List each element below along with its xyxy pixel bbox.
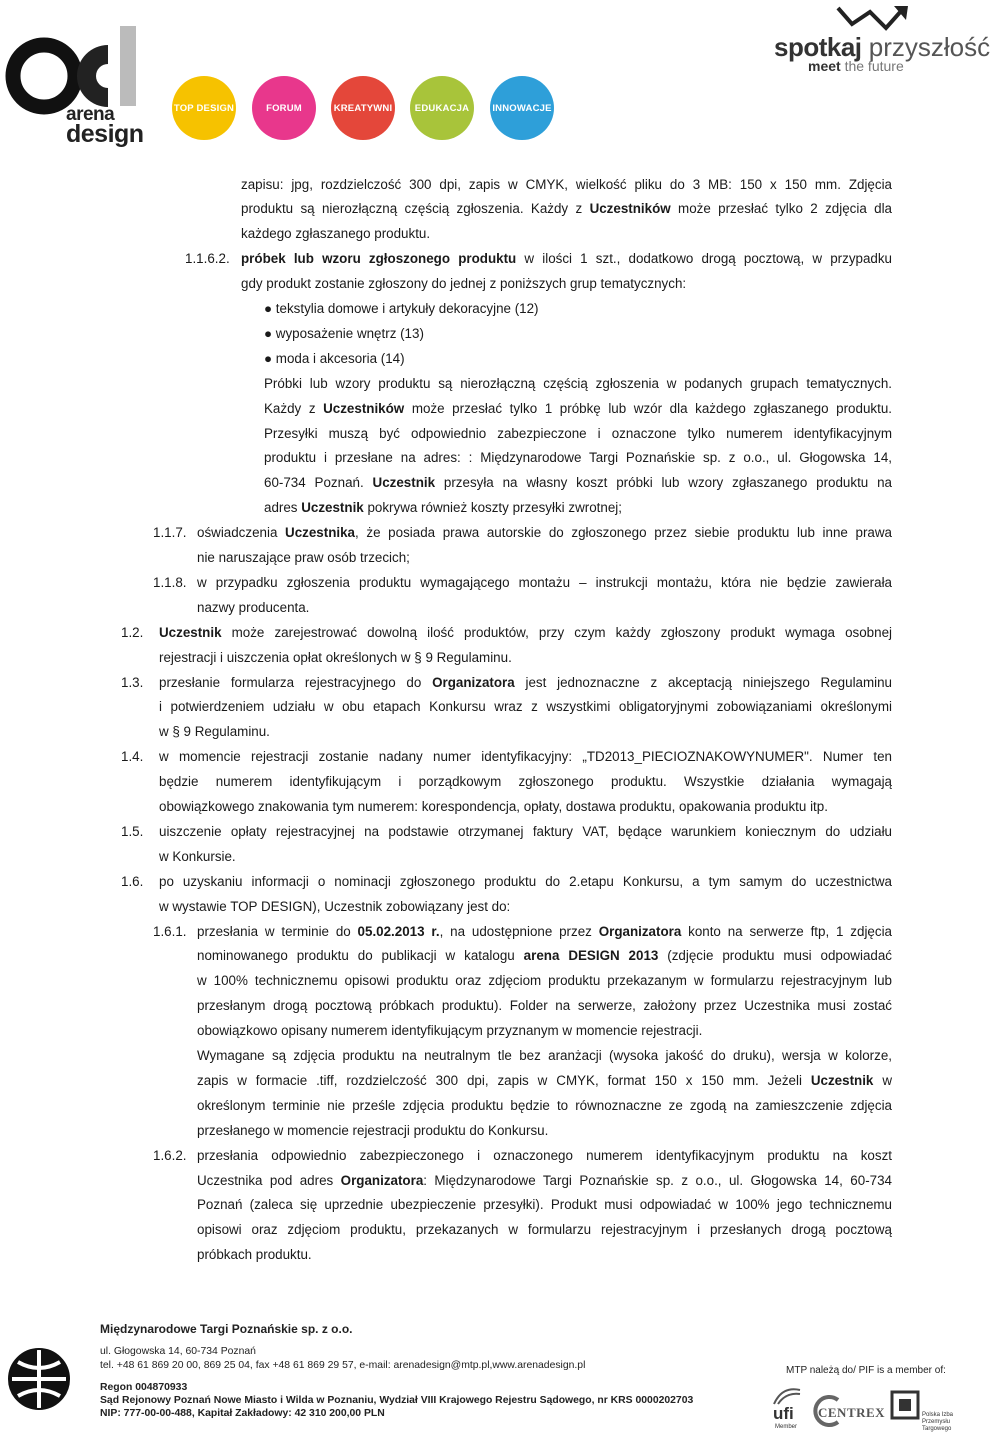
bold-term: Uczestnik xyxy=(301,500,364,516)
item-1-6-1-line xyxy=(197,944,892,969)
text-segment: : Międzynarodowe Targi Poznańskie sp. z o.o., ul. Głogowska 14, 60-734 xyxy=(423,1172,892,1188)
mtp-globe-logo xyxy=(6,1346,72,1412)
para-zdjecia-line: zapisu: jpg, rozdzielczość 300 dpi, zapis w CMYK, wielkość pliku do 3 MB: 150 x 150 mm. Zdjęcia xyxy=(241,176,892,192)
slogan-przyszlosc: przyszłość xyxy=(868,32,990,62)
ufi-logo-text: ufi xyxy=(773,1404,794,1423)
text-segment: może przesłać tylko 2 zdjęcia dla xyxy=(670,201,893,217)
ufi-swirl-icon xyxy=(772,1386,802,1406)
logo-word-design: design xyxy=(66,120,144,148)
text-segment: konto na serwerze ftp, 1 zdjęcia xyxy=(681,923,892,939)
footer-company: Międzynarodowe Targi Poznańskie sp. z o.o. xyxy=(100,1322,353,1336)
item-1-4-line: będzie numerem identyfikującym i porządkowym zgłoszonego produktu. Wszystkie działania wymagają xyxy=(159,774,892,790)
item-number: 1.4. xyxy=(121,749,144,765)
circle-forum xyxy=(252,76,316,140)
item-1-4-line: w momencie rejestracji zostanie nadany numer identyfikacyjny: „TD2013_PIECIOZNAKOWYNUMER". Numer ten xyxy=(159,749,892,765)
footer-regon: Regon 004870933 xyxy=(100,1382,188,1393)
item-1-1-8-line: nazwy producenta. xyxy=(197,599,310,615)
bold-term: Uczestnik xyxy=(810,1072,874,1088)
item-1-1-7-line: nie naruszające praw osób trzecich; xyxy=(197,550,410,565)
text-segment: może przesłać tylko 1 próbkę lub wzór dla każdego zgłaszanego produktu. xyxy=(404,400,892,416)
item-1-6-1-line: przesłanego w momencie rejestracji produktu do Konkursu. xyxy=(197,1122,549,1138)
text-segment: adres xyxy=(264,500,302,516)
circle-innowacje xyxy=(490,76,554,140)
text-segment: , dodatkowo drogą pocztową, w przypadku xyxy=(616,251,893,267)
text-segment: próbek lub wzoru zgłoszonego produktu xyxy=(241,251,517,267)
circle-label: EDUKACJA xyxy=(414,102,470,114)
circle-kreatywni xyxy=(331,76,395,140)
bullet-line: ● tekstylia domowe i artykuły dekoracyjne (12) xyxy=(264,301,539,316)
item-1-4-line: obowiązkowego znakowania tym numerem: korespondencja, opłaty, dostawa produktu, opakowania produktu itp. xyxy=(159,799,828,814)
logo-word-arena: arena xyxy=(66,104,115,125)
bold-term: Organizatora xyxy=(598,923,682,939)
item-1-6-1-line: obowiązkowo opisany numerem identyfikującym przyznanym w momencie rejestracji. xyxy=(197,1023,703,1039)
text-segment: produktu są nierozłączną częścią zgłoszenia. Każdy z xyxy=(241,201,590,217)
item-1-6-2-line: opisowi oraz zdjęciom produktu, przekazanych w formularzu rejestracyjnym i przesłanych drogą pocztową xyxy=(197,1222,892,1238)
bold-term: Uczestników xyxy=(589,201,671,217)
item-number: 1.1.7. xyxy=(153,525,187,541)
footer-nip: NIP: 777-00-00-488, Kapitał Zakładowy: 42 310 200,00 PLN xyxy=(100,1408,385,1419)
text-segment: oświadczenia xyxy=(197,525,286,541)
bold-term: Uczestnik xyxy=(372,475,436,491)
bold-term: Uczestnik xyxy=(159,624,222,640)
item-1-3-line xyxy=(159,671,892,696)
samples-para-line: Próbki lub wzory produktu są nierozłączną częścią zgłoszenia w podanych grupach tematycznych. xyxy=(264,375,892,391)
centrex-logo-text: CENTREX xyxy=(818,1405,886,1420)
text-segment: zapis w formacie .tiff, rozdzielczość 300 dpi, zapis w CMYK, format 150 x 150 mm. Jeżeli xyxy=(197,1072,811,1088)
ufi-member-text: Member xyxy=(775,1424,798,1430)
pipt-logo-text: Polska Izba Przemysłu Targowego xyxy=(922,1412,954,1432)
pipt-square-icon xyxy=(890,1390,920,1420)
item-1-1-7-line xyxy=(197,521,892,546)
spotkaj-przyszlosc-logo xyxy=(770,4,990,80)
item-1-6-2-line xyxy=(197,1169,892,1194)
circle-label: INNOWACJE xyxy=(492,102,552,114)
bold-term: w ilości 1 szt. xyxy=(516,251,617,267)
para-zdjecia-line: każdego zgłaszanego produktu. xyxy=(241,226,431,242)
item-1-6-1-line xyxy=(197,1069,892,1094)
item-1-6-2-line: Poznań (zaleca się uprzednie ubezpieczenie przesyłki). Produkt musi odpowiadać w 100% jego technicznemu xyxy=(197,1197,892,1213)
arena-design-logo xyxy=(8,22,148,150)
item-1-2-line xyxy=(159,621,892,646)
text-segment: może zarejestrować dowolną ilość produktów, przy czym każdy zgłoszony produkt wymaga osobnej xyxy=(221,624,892,640)
text-segment: przesłanie formularza rejestracyjnego do xyxy=(159,674,433,690)
footer-address: ul. Głogowska 14, 60-734 Poznań xyxy=(100,1346,256,1357)
para-zdjecia-line xyxy=(241,197,892,222)
item-1-6-2-line: próbkach produktu. xyxy=(197,1247,312,1263)
item-1-5-line: w Konkursie. xyxy=(159,848,236,864)
slogan-the-future: the future xyxy=(844,58,904,74)
text-segment: w xyxy=(873,1072,892,1088)
item-1-2-line: rejestracji i uiszczenia opłat określonych w § 9 Regulaminu. xyxy=(159,649,512,665)
text-segment: jest jednoznaczne z akceptacją niniejszego Regulaminu xyxy=(514,674,893,690)
item-1-6-1-line: określonym terminie nie prześle zdjęcia produktu będzie to równoznaczne ze zgodą na zamieszczenie zdjęcia xyxy=(197,1097,892,1113)
circle-label: KREATYWNI xyxy=(333,102,393,114)
bold-term: Uczestnika xyxy=(285,525,356,541)
item-number: 1.2. xyxy=(121,624,144,640)
bullet-line: ● moda i akcesoria (14) xyxy=(264,350,405,366)
circle-top-design xyxy=(172,76,236,140)
samples-para-line: produktu i przesłane na adres: : Międzynarodowe Targi Poznańskie sp. z o.o., ul. Głogowska 14, xyxy=(264,450,892,466)
samples-para-line: Przesyłki muszą być odpowiednio zabezpieczone i oznaczone tylko numerem identyfikacyjnym xyxy=(264,425,892,441)
item-1-3-line: i potwierdzeniem udziału w obu etapach Konkursu wraz z wszystkimi obligatoryjnymi zobowiązaniami określonymi xyxy=(159,699,892,715)
text-segment: Uczestnika pod adres xyxy=(197,1172,341,1188)
bold-term: Organizatora xyxy=(340,1172,424,1188)
text-segment: , że posiada prawa autorskie do zgłoszonego przez siebie produktu lub inne prawa xyxy=(355,525,892,541)
item-number: 1.3. xyxy=(121,674,144,690)
item-1-1-8-line: w przypadku zgłoszenia produktu wymagającego montażu – instrukcji montażu, która nie będzie zawierała xyxy=(197,574,892,590)
item-1-3-line: w § 9 Regulaminu. xyxy=(159,724,270,740)
item-1-6-1-line xyxy=(197,920,892,945)
item-number: 1.1.6.2. xyxy=(185,251,230,267)
text-segment: (zdjęcie produktu musi odpowiadać xyxy=(658,948,892,964)
item-1-6-2-line: przesłania odpowiednio zabezpieczonego i oznaczonego numerem identyfikacyjnym produktu na koszt xyxy=(197,1147,892,1163)
bullet-line: ● wyposażenie wnętrz (13) xyxy=(264,325,424,341)
slogan-spotkaj: spotkaj xyxy=(774,32,862,62)
item-number: 1.6.1. xyxy=(153,923,187,939)
text-segment: pokrywa również koszty przesyłki zwrotnej; xyxy=(363,500,622,516)
footer-court: Sąd Rejonowy Poznań Nowe Miasto i Wilda w Poznaniu, Wydział VIII Krajowego Rejestru Sądowego, nr KRS 0000202703 xyxy=(100,1395,694,1406)
item-number: 1.6.2. xyxy=(153,1147,187,1163)
text-segment: przesyła na własny koszt próbki lub wzory zgłaszanego produktu na xyxy=(435,475,892,491)
footer-contact: tel. +48 61 869 20 00, 869 25 04, fax +48 61 869 29 57, e-mail: arenadesign@mtp.pl,www.arenadesign.pl xyxy=(100,1360,586,1371)
member-of-label: MTP należą do/ PIF is a member of: xyxy=(786,1365,946,1376)
text-segment: Każdy z xyxy=(264,400,324,416)
samples-para-line xyxy=(264,496,892,521)
item-1-1-6-2-line: gdy produkt zostanie zgłoszony do jednej z poniższych grup tematycznych: xyxy=(241,276,687,292)
text-segment: , na udostępnione przez xyxy=(439,923,599,939)
slogan-meet: meet xyxy=(808,58,841,74)
circle-edukacja xyxy=(410,76,474,140)
bold-term: Organizatora xyxy=(432,674,515,690)
arena-design-logo-mark xyxy=(8,22,148,112)
item-1-1-6-2-line xyxy=(241,247,892,272)
text-segment: nominowanego produktu do publikacji w katalogu xyxy=(197,948,524,964)
text-segment: przesłania w terminie do xyxy=(197,923,358,939)
item-1-6-1-line: przesłanym drogą pocztową próbkach produktu). Folder na serwerze, założony przez Uczestnika musi zostać xyxy=(197,998,892,1014)
item-1-5-line: uiszczenie opłaty rejestracyjnej na podstawie otrzymanej faktury VAT, będące warunkiem koniecznym do udziału xyxy=(159,823,892,839)
item-1-6-1-line: Wymagane są zdjęcia produktu na neutralnym tle bez aranżacji (wysoka jakość do druku), wersja w kolorze, xyxy=(197,1048,892,1063)
circle-label: FORUM xyxy=(266,102,302,114)
item-number: 1.1.8. xyxy=(153,574,187,590)
bold-term: 05.02.2013 r. xyxy=(357,923,440,939)
item-number: 1.6. xyxy=(121,873,144,889)
samples-para-line xyxy=(264,397,892,422)
samples-para-line xyxy=(264,471,892,496)
slogan-line2 xyxy=(808,58,904,74)
bold-term: Uczestników xyxy=(323,400,405,416)
item-number: 1.5. xyxy=(121,823,144,839)
item-1-6-1-line: w 100% technicznemu opisowi produktu oraz zdjęciom produktu przekazanym w formularzu rejestracyjnym lub xyxy=(197,973,892,989)
text-segment: 60-734 Poznań. xyxy=(264,475,373,491)
item-1-6-line: po uzyskaniu informacji o nominacji zgłoszonego produktu do 2.etapu Konkursu, a tym samym do uczestnictwa xyxy=(159,873,892,889)
item-1-6-line: w wystawie TOP DESIGN), Uczestnik zobowiązany jest do: xyxy=(159,898,511,914)
bold-term: arena DESIGN 2013 xyxy=(523,948,659,964)
circle-label: TOP DESIGN xyxy=(173,102,235,114)
